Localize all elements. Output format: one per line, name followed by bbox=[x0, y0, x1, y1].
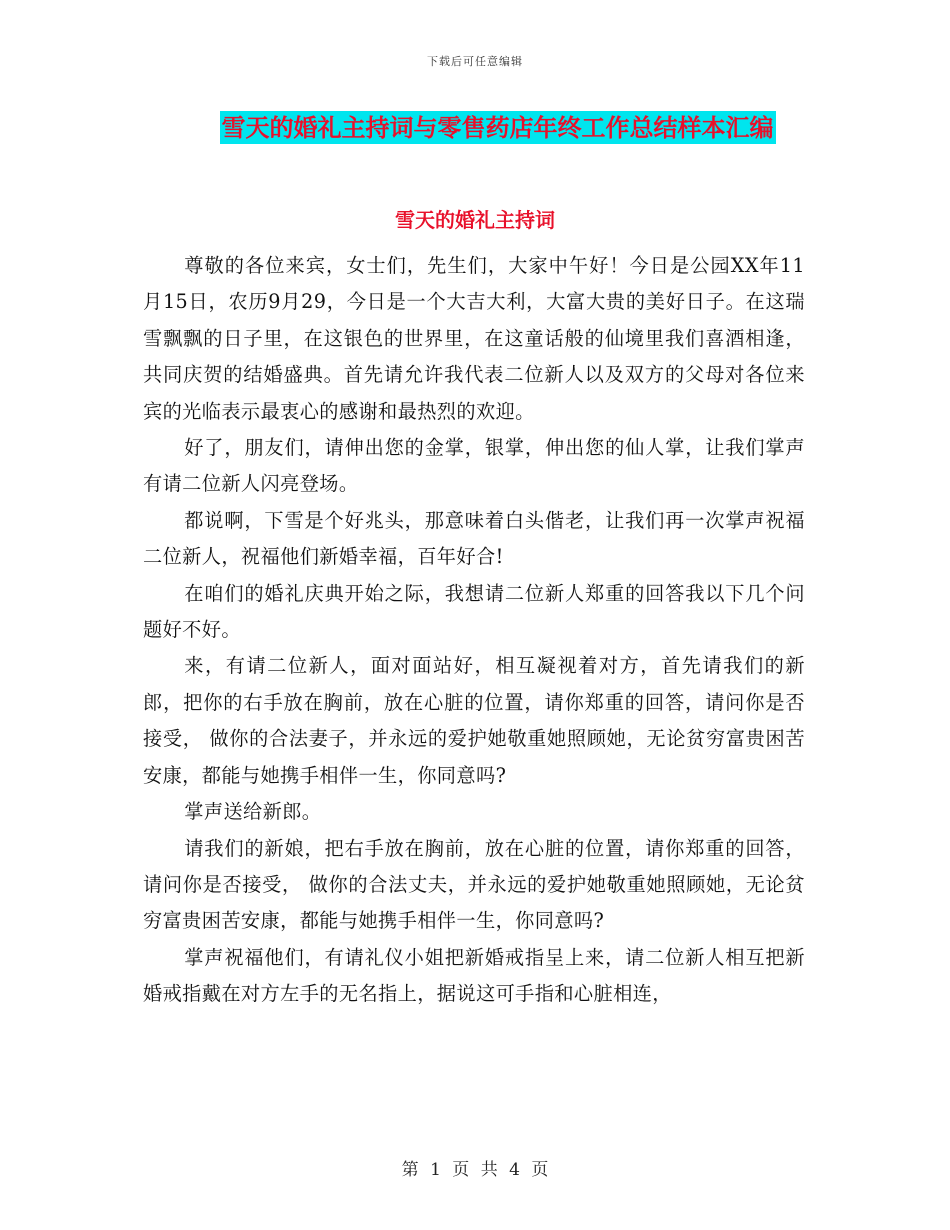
document-title-text: 雪天的婚礼主持词与零售药店年终工作总结样本汇编 bbox=[221, 113, 774, 142]
paragraph: 掌声祝福他们，有请礼仪小姐把新婚戒指呈上来，请二位新人相互把新婚戒指戴在对方左手的无名指上，据说这可手指和心脏相连， bbox=[143, 945, 805, 1006]
paragraph: 请我们的新娘，把右手放在胸前，放在心脏的位置，请你郑重的回答，请问你是否接受， 做你的合法丈夫，并永远的爱护她敬重她照顾她，无论贫穷富贵困苦安康，都能与她携手相伴一生，你同意吗? bbox=[143, 836, 805, 933]
paragraph: 掌声送给新郎。 bbox=[184, 800, 322, 824]
header-note: 下载后可任意编辑 bbox=[427, 55, 523, 68]
paragraph: 来，有请二位新人，面对面站好，相互凝视着对方，首先请我们的新郎，把你的右手放在胸前，放在心脏的位置，请你郑重的回答，请问你是否接受， 做你的合法妻子，并永远的爱护她敬重她照顾她，无论贫穷富贵困苦安康，都能与她携手相伴一生，你同意吗? bbox=[143, 654, 805, 787]
document-title bbox=[193, 112, 802, 144]
page-footer: 第 1 页 共 4 页 bbox=[401, 1160, 549, 1180]
section-title: 雪天的婚礼主持词 bbox=[395, 208, 555, 232]
document-body bbox=[143, 248, 805, 1013]
paragraph: 尊敬的各位来宾，女士们，先生们，大家中午好！今日是公园XX年11月15日，农历9月29，今日是一个大吉大利，大富大贵的美好日子。在这瑞雪飘飘的日子里，在这银色的世界里，在这童话般的仙境里我们喜酒相逢，共同庆贺的结婚盛典。首先请允许我代表二位新人以及双方的父母对各位来宾的光临表示最衷心的感谢和最热烈的欢迎。 bbox=[143, 254, 805, 423]
paragraph: 好了，朋友们，请伸出您的金掌，银掌，伸出您的仙人掌，让我们掌声有请二位新人闪亮登场。 bbox=[143, 436, 805, 496]
paragraph: 在咱们的婚礼庆典开始之际，我想请二位新人郑重的回答我以下几个问题好不好。 bbox=[143, 581, 805, 642]
paragraph: 都说啊，下雪是个好兆头，那意味着白头偕老，让我们再一次掌声祝福二位新人，祝福他们新婚幸福，百年好合! bbox=[143, 508, 805, 569]
